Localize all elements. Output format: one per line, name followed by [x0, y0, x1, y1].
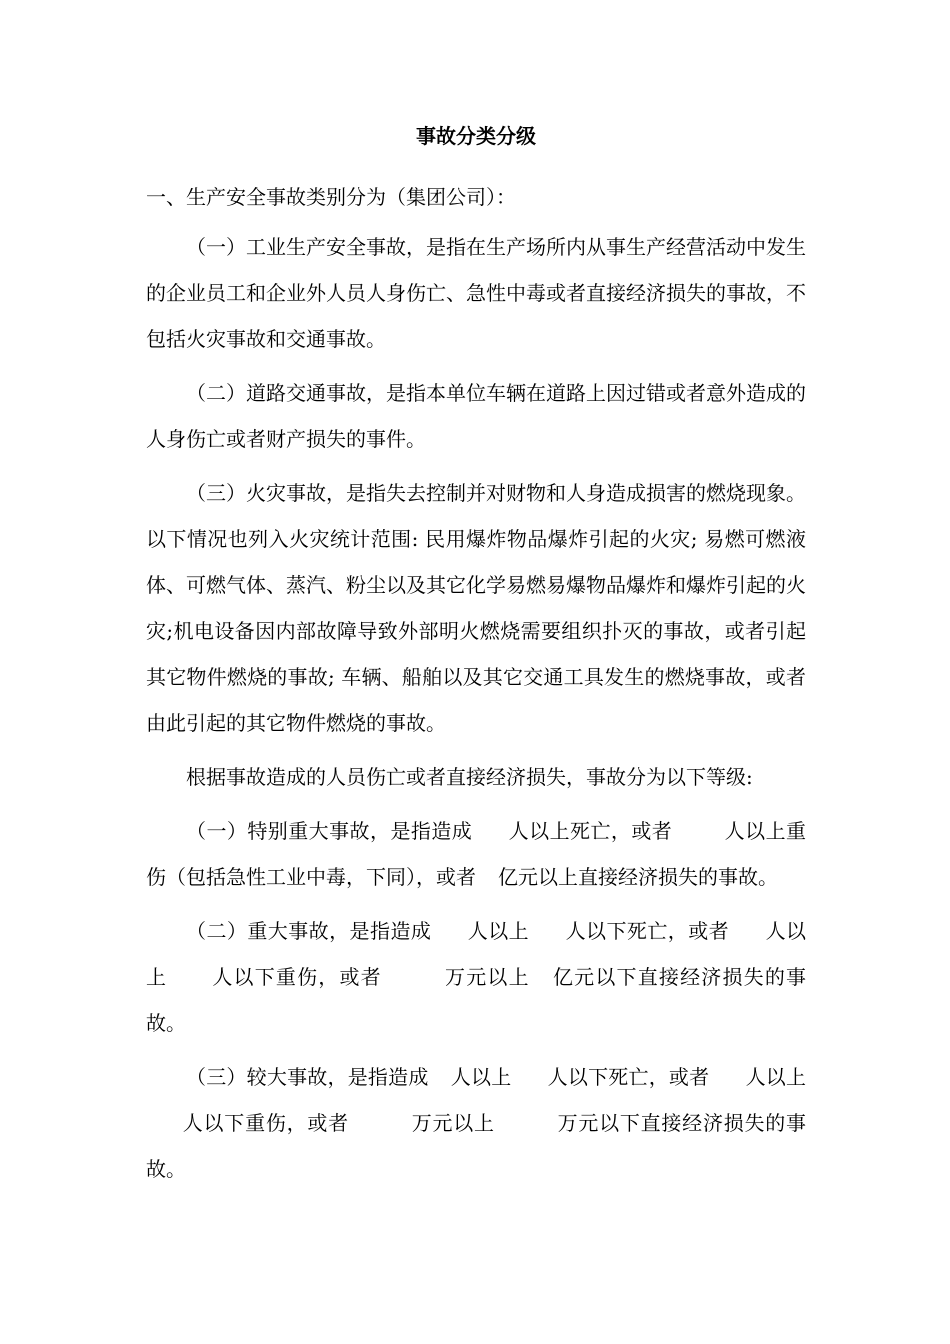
grade-especially-serious: （一）特别重大事故，是指造成 人以上死亡，或者 人以上重伤（包括急性工业中毒，下同），或者 亿元以上直接经济损失的事故。: [146, 819, 807, 889]
grade-serious: （二）重大事故，是指造成 人以上 人以下死亡，或者 人以上 人以下重伤，或者 万元以上 亿元以下直接经济损失的事故。: [146, 919, 807, 1035]
page-title: 事故分类分级: [416, 124, 536, 148]
category-industrial-accident: （一）工业生产安全事故，是指在生产场所内从事生产经营活动中发生的企业员工和企业外人员人身伤亡、急性中毒或者直接经济损失的事故，不包括火灾事故和交通事故。: [146, 235, 806, 351]
category-traffic-accident: （二）道路交通事故，是指本单位车辆在道路上因过错或者意外造成的人身伤亡或者财产损失的事件。: [146, 381, 806, 451]
document-body: [146, 118, 806, 1200]
grading-intro: 根据事故造成的人员伤亡或者直接经济损失，事故分为以下等级:: [186, 765, 753, 789]
grade-relatively-large: （三）较大事故，是指造成 人以上 人以下死亡，或者 人以上人以下重伤，或者 万元以上 万元以下直接经济损失的事故。: [146, 1065, 807, 1181]
category-fire-accident: （三）火灾事故，是指失去控制并对财物和人身造成损害的燃烧现象。以下情况也列入火灾统计范围: 民用爆炸物品爆炸引起的火灾; 易燃可燃液体、可燃气体、蒸汽、粉尘以及其它化学易燃易爆物品爆炸和爆炸引起的火灾;机电设备因内部故障导致外部明火燃烧需要组织扑灭的事故，或者引起其它物件燃烧的事故; 车辆、船舶以及其它交通工具发生的燃烧事故，或者由此引起的其它物件燃烧的事故。: [146, 481, 806, 735]
section-heading-accident-types: 一、生产安全事故类别分为（集团公司）：: [146, 185, 516, 209]
